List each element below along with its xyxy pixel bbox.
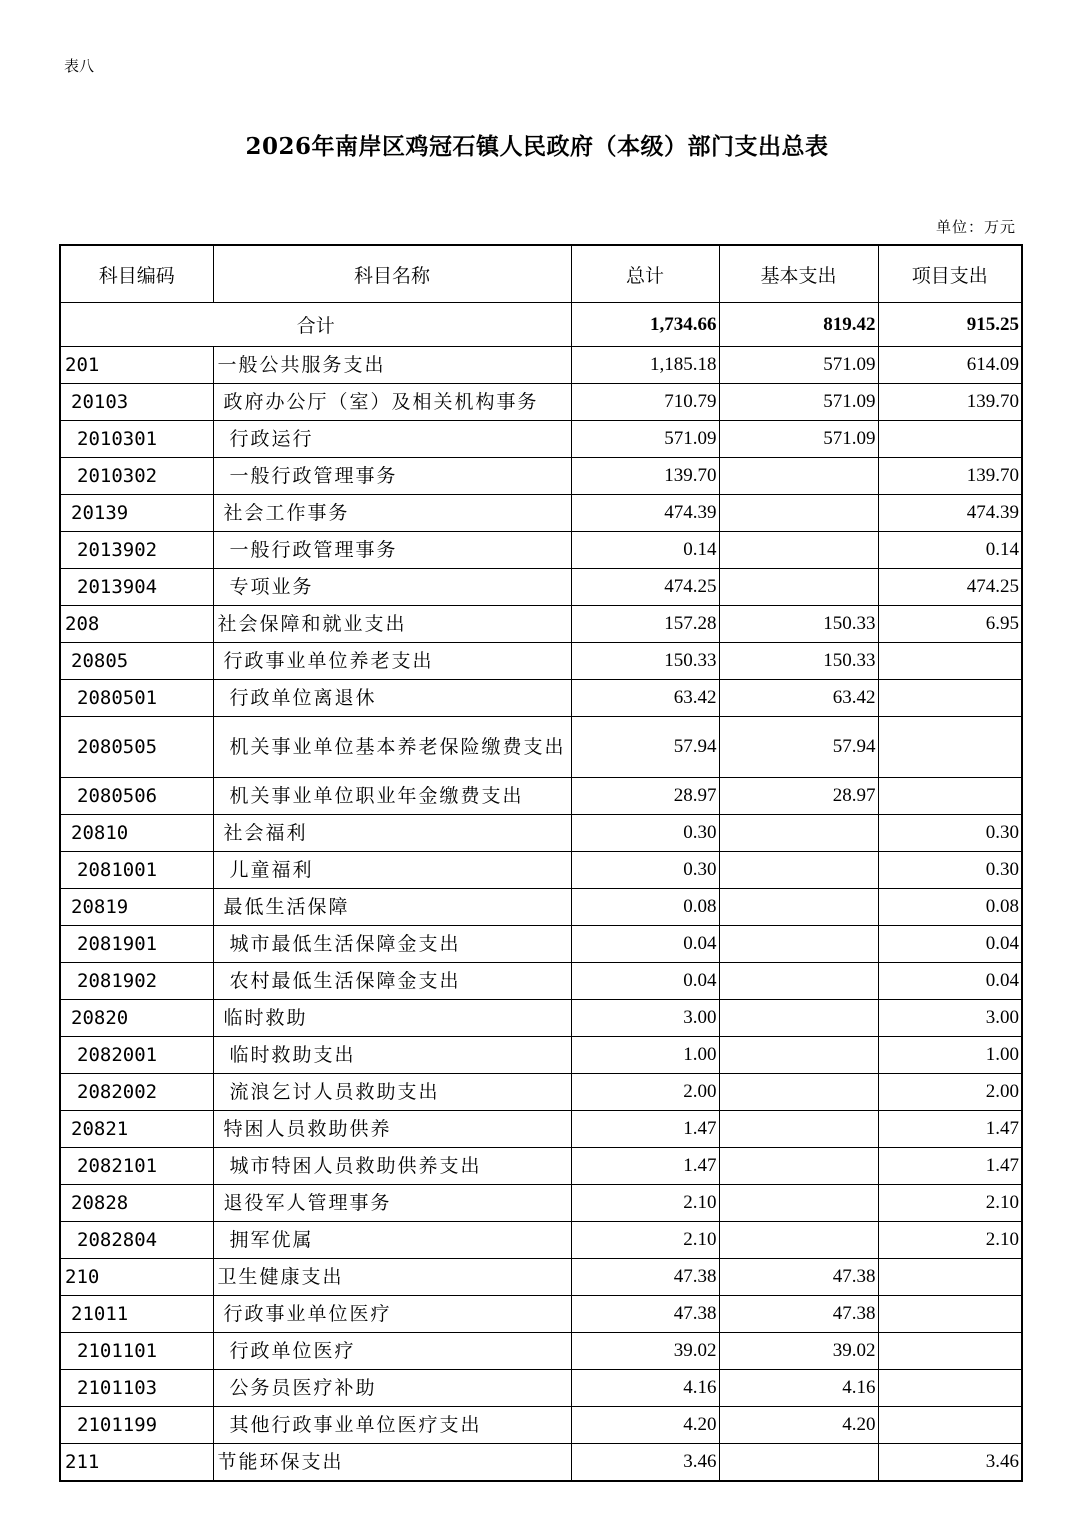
table-row bbox=[60, 926, 1022, 963]
cell-project: 1.47 bbox=[878, 1111, 1022, 1148]
cell-total: 1,185.18 bbox=[571, 347, 719, 384]
cell-code: 208 bbox=[60, 606, 213, 643]
cell-name: 最低生活保障 bbox=[213, 889, 571, 926]
cell-total: 571.09 bbox=[571, 421, 719, 458]
cell-basic: 4.16 bbox=[719, 1370, 878, 1407]
cell-project: 3.46 bbox=[878, 1444, 1022, 1482]
cell-project: 614.09 bbox=[878, 347, 1022, 384]
cell-basic bbox=[719, 1444, 878, 1482]
cell-total: 0.04 bbox=[571, 963, 719, 1000]
cell-code: 201 bbox=[60, 347, 213, 384]
cell-total: 1.47 bbox=[571, 1111, 719, 1148]
table-row bbox=[60, 532, 1022, 569]
cell-total: 0.14 bbox=[571, 532, 719, 569]
cell-code: 20821 bbox=[60, 1111, 213, 1148]
cell-project: 2.10 bbox=[878, 1185, 1022, 1222]
cell-project: 474.25 bbox=[878, 569, 1022, 606]
cell-code: 2080501 bbox=[60, 680, 213, 717]
table-row bbox=[60, 495, 1022, 532]
cell-name: 临时救助 bbox=[213, 1000, 571, 1037]
cell-total: 39.02 bbox=[571, 1333, 719, 1370]
cell-project: 0.14 bbox=[878, 532, 1022, 569]
cell-basic: 63.42 bbox=[719, 680, 878, 717]
cell-project: 1.47 bbox=[878, 1148, 1022, 1185]
cell-total: 3.00 bbox=[571, 1000, 719, 1037]
cell-total: 474.25 bbox=[571, 569, 719, 606]
cell-basic bbox=[719, 569, 878, 606]
cell-project: 474.39 bbox=[878, 495, 1022, 532]
cell-project: 139.70 bbox=[878, 384, 1022, 421]
cell-code: 20103 bbox=[60, 384, 213, 421]
total-project: 915.25 bbox=[878, 303, 1022, 347]
cell-total: 47.38 bbox=[571, 1296, 719, 1333]
cell-basic: 150.33 bbox=[719, 643, 878, 680]
cell-code: 20810 bbox=[60, 815, 213, 852]
cell-code: 20828 bbox=[60, 1185, 213, 1222]
cell-total: 139.70 bbox=[571, 458, 719, 495]
cell-code: 210 bbox=[60, 1259, 213, 1296]
cell-name: 退役军人管理事务 bbox=[213, 1185, 571, 1222]
cell-project: 6.95 bbox=[878, 606, 1022, 643]
cell-name: 专项业务 bbox=[213, 569, 571, 606]
table-row bbox=[60, 889, 1022, 926]
cell-basic bbox=[719, 1000, 878, 1037]
cell-basic: 57.94 bbox=[719, 717, 878, 778]
header-total: 总计 bbox=[571, 245, 719, 303]
header-basic: 基本支出 bbox=[719, 245, 878, 303]
table-row bbox=[60, 1037, 1022, 1074]
table-number-label: 表八 bbox=[64, 57, 95, 75]
cell-project: 0.04 bbox=[878, 963, 1022, 1000]
cell-name: 一般行政管理事务 bbox=[213, 532, 571, 569]
table-row bbox=[60, 606, 1022, 643]
table-row bbox=[60, 1111, 1022, 1148]
cell-basic bbox=[719, 852, 878, 889]
total-basic: 819.42 bbox=[719, 303, 878, 347]
total-sum: 1,734.66 bbox=[571, 303, 719, 347]
cell-code: 2013902 bbox=[60, 532, 213, 569]
table-row bbox=[60, 1370, 1022, 1407]
cell-project bbox=[878, 421, 1022, 458]
cell-basic: 571.09 bbox=[719, 421, 878, 458]
cell-basic bbox=[719, 889, 878, 926]
cell-basic: 39.02 bbox=[719, 1333, 878, 1370]
table-row bbox=[60, 1296, 1022, 1333]
total-label: 合计 bbox=[60, 303, 571, 347]
cell-code: 2082101 bbox=[60, 1148, 213, 1185]
cell-basic bbox=[719, 532, 878, 569]
cell-basic: 47.38 bbox=[719, 1259, 878, 1296]
table-row bbox=[60, 680, 1022, 717]
header-row bbox=[60, 245, 1022, 303]
cell-name: 行政事业单位养老支出 bbox=[213, 643, 571, 680]
cell-basic bbox=[719, 1111, 878, 1148]
cell-total: 2.00 bbox=[571, 1074, 719, 1111]
cell-project bbox=[878, 643, 1022, 680]
unit-label: 单位：万元 bbox=[935, 218, 1016, 236]
cell-name: 一般公共服务支出 bbox=[213, 347, 571, 384]
cell-code: 2013904 bbox=[60, 569, 213, 606]
cell-code: 2081001 bbox=[60, 852, 213, 889]
table-row bbox=[60, 1444, 1022, 1482]
cell-name: 社会工作事务 bbox=[213, 495, 571, 532]
table-row bbox=[60, 815, 1022, 852]
table-row bbox=[60, 1333, 1022, 1370]
cell-code: 2101101 bbox=[60, 1333, 213, 1370]
cell-code: 211 bbox=[60, 1444, 213, 1482]
cell-name: 机关事业单位基本养老保险缴费支出 bbox=[213, 717, 571, 778]
cell-project: 139.70 bbox=[878, 458, 1022, 495]
cell-code: 2081902 bbox=[60, 963, 213, 1000]
cell-basic: 47.38 bbox=[719, 1296, 878, 1333]
cell-name: 行政运行 bbox=[213, 421, 571, 458]
cell-name: 临时救助支出 bbox=[213, 1037, 571, 1074]
cell-project bbox=[878, 1333, 1022, 1370]
cell-total: 0.30 bbox=[571, 815, 719, 852]
cell-project bbox=[878, 778, 1022, 815]
cell-code: 2101199 bbox=[60, 1407, 213, 1444]
cell-basic bbox=[719, 963, 878, 1000]
cell-name: 特困人员救助供养 bbox=[213, 1111, 571, 1148]
expenditure-table bbox=[59, 244, 1023, 1482]
cell-project bbox=[878, 1296, 1022, 1333]
page-title: 2026年南岸区鸡冠石镇人民政府（本级）部门支出总表 bbox=[245, 133, 829, 160]
table-row bbox=[60, 569, 1022, 606]
cell-code: 20805 bbox=[60, 643, 213, 680]
cell-code: 20819 bbox=[60, 889, 213, 926]
cell-basic bbox=[719, 926, 878, 963]
header-name: 科目名称 bbox=[213, 245, 571, 303]
cell-project: 0.30 bbox=[878, 815, 1022, 852]
cell-basic bbox=[719, 1185, 878, 1222]
table-row bbox=[60, 384, 1022, 421]
cell-code: 2082804 bbox=[60, 1222, 213, 1259]
cell-project bbox=[878, 1259, 1022, 1296]
cell-total: 710.79 bbox=[571, 384, 719, 421]
cell-name: 行政单位离退休 bbox=[213, 680, 571, 717]
cell-name: 城市最低生活保障金支出 bbox=[213, 926, 571, 963]
cell-code: 2010301 bbox=[60, 421, 213, 458]
cell-project: 0.08 bbox=[878, 889, 1022, 926]
cell-basic bbox=[719, 815, 878, 852]
table-row bbox=[60, 1074, 1022, 1111]
table-row bbox=[60, 1222, 1022, 1259]
cell-total: 47.38 bbox=[571, 1259, 719, 1296]
cell-basic bbox=[719, 1037, 878, 1074]
cell-name: 社会保障和就业支出 bbox=[213, 606, 571, 643]
cell-name: 城市特困人员救助供养支出 bbox=[213, 1148, 571, 1185]
cell-total: 157.28 bbox=[571, 606, 719, 643]
header-code: 科目编码 bbox=[60, 245, 213, 303]
table-row bbox=[60, 347, 1022, 384]
cell-code: 20139 bbox=[60, 495, 213, 532]
table-row bbox=[60, 421, 1022, 458]
table-row bbox=[60, 1000, 1022, 1037]
cell-code: 2101103 bbox=[60, 1370, 213, 1407]
cell-code: 2082001 bbox=[60, 1037, 213, 1074]
cell-basic bbox=[719, 1222, 878, 1259]
cell-basic: 571.09 bbox=[719, 384, 878, 421]
cell-total: 0.04 bbox=[571, 926, 719, 963]
total-row bbox=[60, 303, 1022, 347]
cell-name: 机关事业单位职业年金缴费支出 bbox=[213, 778, 571, 815]
table-row bbox=[60, 717, 1022, 778]
cell-project: 0.30 bbox=[878, 852, 1022, 889]
cell-basic: 28.97 bbox=[719, 778, 878, 815]
cell-name: 公务员医疗补助 bbox=[213, 1370, 571, 1407]
cell-total: 2.10 bbox=[571, 1222, 719, 1259]
table-row bbox=[60, 1185, 1022, 1222]
cell-name: 政府办公厅（室）及相关机构事务 bbox=[213, 384, 571, 421]
cell-basic bbox=[719, 458, 878, 495]
table-row bbox=[60, 1148, 1022, 1185]
cell-project bbox=[878, 1407, 1022, 1444]
cell-project: 3.00 bbox=[878, 1000, 1022, 1037]
cell-total: 3.46 bbox=[571, 1444, 719, 1482]
cell-project: 2.10 bbox=[878, 1222, 1022, 1259]
cell-code: 2080505 bbox=[60, 717, 213, 778]
cell-name: 节能环保支出 bbox=[213, 1444, 571, 1482]
cell-name: 农村最低生活保障金支出 bbox=[213, 963, 571, 1000]
table-row bbox=[60, 1407, 1022, 1444]
cell-total: 28.97 bbox=[571, 778, 719, 815]
cell-total: 1.47 bbox=[571, 1148, 719, 1185]
cell-name: 其他行政事业单位医疗支出 bbox=[213, 1407, 571, 1444]
cell-code: 2082002 bbox=[60, 1074, 213, 1111]
cell-name: 卫生健康支出 bbox=[213, 1259, 571, 1296]
cell-basic bbox=[719, 495, 878, 532]
cell-project bbox=[878, 680, 1022, 717]
cell-total: 0.08 bbox=[571, 889, 719, 926]
cell-code: 2081901 bbox=[60, 926, 213, 963]
cell-project: 2.00 bbox=[878, 1074, 1022, 1111]
cell-total: 4.16 bbox=[571, 1370, 719, 1407]
table-row bbox=[60, 1259, 1022, 1296]
cell-name: 一般行政管理事务 bbox=[213, 458, 571, 495]
cell-project bbox=[878, 717, 1022, 778]
cell-name: 流浪乞讨人员救助支出 bbox=[213, 1074, 571, 1111]
cell-name: 社会福利 bbox=[213, 815, 571, 852]
cell-name: 拥军优属 bbox=[213, 1222, 571, 1259]
cell-name: 行政单位医疗 bbox=[213, 1333, 571, 1370]
cell-total: 1.00 bbox=[571, 1037, 719, 1074]
cell-basic: 150.33 bbox=[719, 606, 878, 643]
header-project: 项目支出 bbox=[878, 245, 1022, 303]
cell-code: 20820 bbox=[60, 1000, 213, 1037]
cell-project: 1.00 bbox=[878, 1037, 1022, 1074]
cell-total: 0.30 bbox=[571, 852, 719, 889]
table-row bbox=[60, 852, 1022, 889]
cell-total: 2.10 bbox=[571, 1185, 719, 1222]
table-row bbox=[60, 643, 1022, 680]
cell-total: 150.33 bbox=[571, 643, 719, 680]
cell-code: 21011 bbox=[60, 1296, 213, 1333]
cell-total: 57.94 bbox=[571, 717, 719, 778]
cell-name: 行政事业单位医疗 bbox=[213, 1296, 571, 1333]
table-row bbox=[60, 778, 1022, 815]
cell-project bbox=[878, 1370, 1022, 1407]
cell-basic: 4.20 bbox=[719, 1407, 878, 1444]
cell-project: 0.04 bbox=[878, 926, 1022, 963]
cell-basic bbox=[719, 1074, 878, 1111]
cell-basic: 571.09 bbox=[719, 347, 878, 384]
cell-total: 4.20 bbox=[571, 1407, 719, 1444]
cell-basic bbox=[719, 1148, 878, 1185]
table-row bbox=[60, 963, 1022, 1000]
cell-total: 63.42 bbox=[571, 680, 719, 717]
cell-code: 2080506 bbox=[60, 778, 213, 815]
table-row bbox=[60, 458, 1022, 495]
cell-code: 2010302 bbox=[60, 458, 213, 495]
cell-name: 儿童福利 bbox=[213, 852, 571, 889]
cell-total: 474.39 bbox=[571, 495, 719, 532]
